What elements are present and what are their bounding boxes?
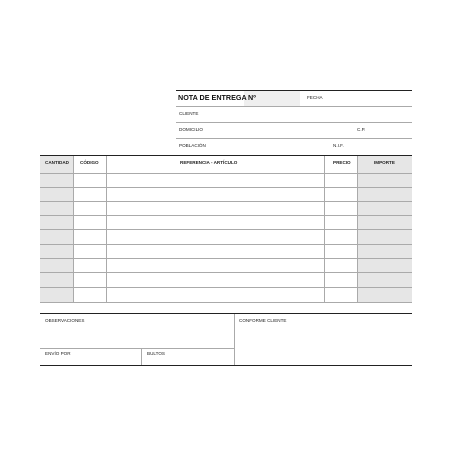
shipped-via-label: ENVÍO POR	[45, 351, 71, 356]
table-row[interactable]	[40, 201, 412, 202]
nif-label: N.I.F.	[333, 143, 344, 148]
table-row[interactable]	[40, 272, 412, 273]
form-title: NOTA DE ENTREGA	[178, 93, 247, 102]
table-row[interactable]	[40, 244, 412, 245]
column-header-quantity: CANTIDAD	[45, 160, 69, 165]
date-label: FECHA	[307, 95, 323, 100]
table-row[interactable]	[40, 287, 412, 288]
address-label: DOMICILIO	[179, 127, 203, 132]
table-row[interactable]	[40, 258, 412, 259]
table-row[interactable]	[40, 215, 412, 216]
header-rule-1	[176, 106, 412, 107]
city-label: POBLACIÓN	[179, 143, 206, 148]
column-header-price: PRECIO	[333, 160, 351, 165]
observations-label: OBSERVACIONES	[45, 318, 85, 323]
client-conformity-label: CONFORME CLIENTE	[239, 318, 287, 323]
table-bottom-rule	[40, 302, 412, 303]
table-row[interactable]	[40, 229, 412, 230]
postal-code-label: C.P.	[357, 127, 366, 132]
client-label: CLIENTE	[179, 111, 199, 116]
number-label: Nº	[248, 93, 256, 102]
observations-field-line[interactable]	[40, 348, 235, 349]
footer-divider	[234, 314, 235, 365]
footer-bottom-rule	[40, 365, 412, 366]
shipping-divider	[141, 348, 142, 365]
column-header-amount: IMPORTE	[374, 160, 395, 165]
address-field-line[interactable]	[176, 138, 412, 139]
packages-label: BULTOS	[147, 351, 165, 356]
column-header-reference: REFERENCIA - ARTÍCULO	[180, 160, 238, 165]
column-header-code: CÓDIGO	[80, 160, 99, 165]
footer-top-rule	[40, 313, 412, 314]
client-field-line[interactable]	[176, 122, 412, 123]
table-row[interactable]	[40, 187, 412, 188]
